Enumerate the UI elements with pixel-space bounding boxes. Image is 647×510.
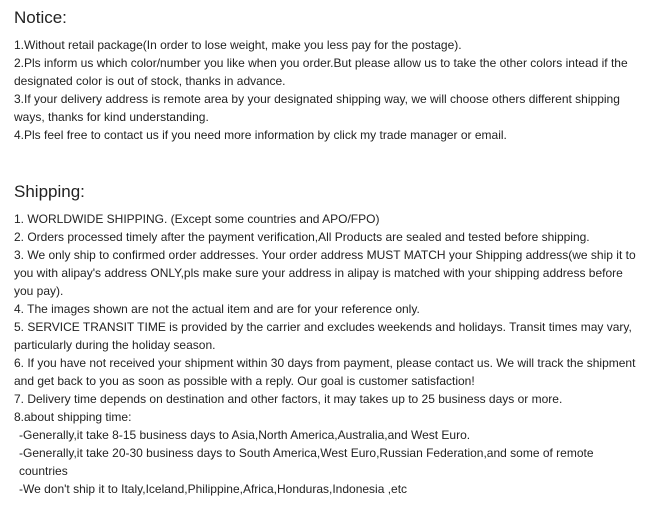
shipping-item: 3. We only ship to confirmed order addresses. Your order address MUST MATCH your Shipping address(we ship it to you with alipay's address ONLY,pls make sure your address in alipay is matched with your shipping address before you pay).	[14, 248, 636, 298]
shipping-heading: Shipping:	[14, 182, 85, 201]
shipping-item: 7. Delivery time depends on destination and other factors, it may takes up to 25 business days or more.	[14, 392, 563, 406]
shipping-item: 2. Orders processed timely after the payment verification,All Products are sealed and tested before shipping.	[14, 230, 590, 244]
notice-heading: Notice:	[14, 8, 67, 27]
shipping-item: 4. The images shown are not the actual item and are for your reference only.	[14, 302, 420, 316]
notice-item: 3.If your delivery address is remote area by your designated shipping way, we will choose others different shipping ways, thanks for kind understanding.	[14, 92, 620, 124]
notice-item: 1.Without retail package(In order to lose weight, make you less pay for the postage).	[14, 38, 462, 52]
shipping-item: 6. If you have not received your shipment within 30 days from payment, please contact us. We will track the shipment and get back to you as soon as possible with a reply. Our goal is customer satisfaction!	[14, 356, 636, 388]
shipping-time-note: -Generally,it take 8-15 business days to Asia,North America,Australia,and West Euro.	[19, 428, 471, 442]
shipping-item: 1. WORLDWIDE SHIPPING. (Except some countries and APO/FPO)	[14, 212, 380, 226]
notice-section	[14, 6, 637, 144]
shipping-item: 5. SERVICE TRANSIT TIME is provided by the carrier and excludes weekends and holidays. Transit times may vary, particularly during the holiday season.	[14, 320, 632, 352]
shipping-item: 8.about shipping time:	[14, 410, 132, 424]
shipping-time-note: -We don't ship it to Italy,Iceland,Philippine,Africa,Honduras,Indonesia ,etc	[19, 482, 408, 496]
shipping-time-note: -Generally,it take 20-30 business days to South America,West Euro,Russian Federation,and some of remote countries	[19, 446, 594, 478]
shipping-section	[14, 180, 637, 498]
notice-item: 4.Pls feel free to contact us if you need more information by click my trade manager or email.	[14, 128, 507, 142]
notice-item: 2.Pls inform us which color/number you like when you order.But please allow us to take the other colors intead if the designated color is out of stock, thanks in advance.	[14, 56, 628, 88]
